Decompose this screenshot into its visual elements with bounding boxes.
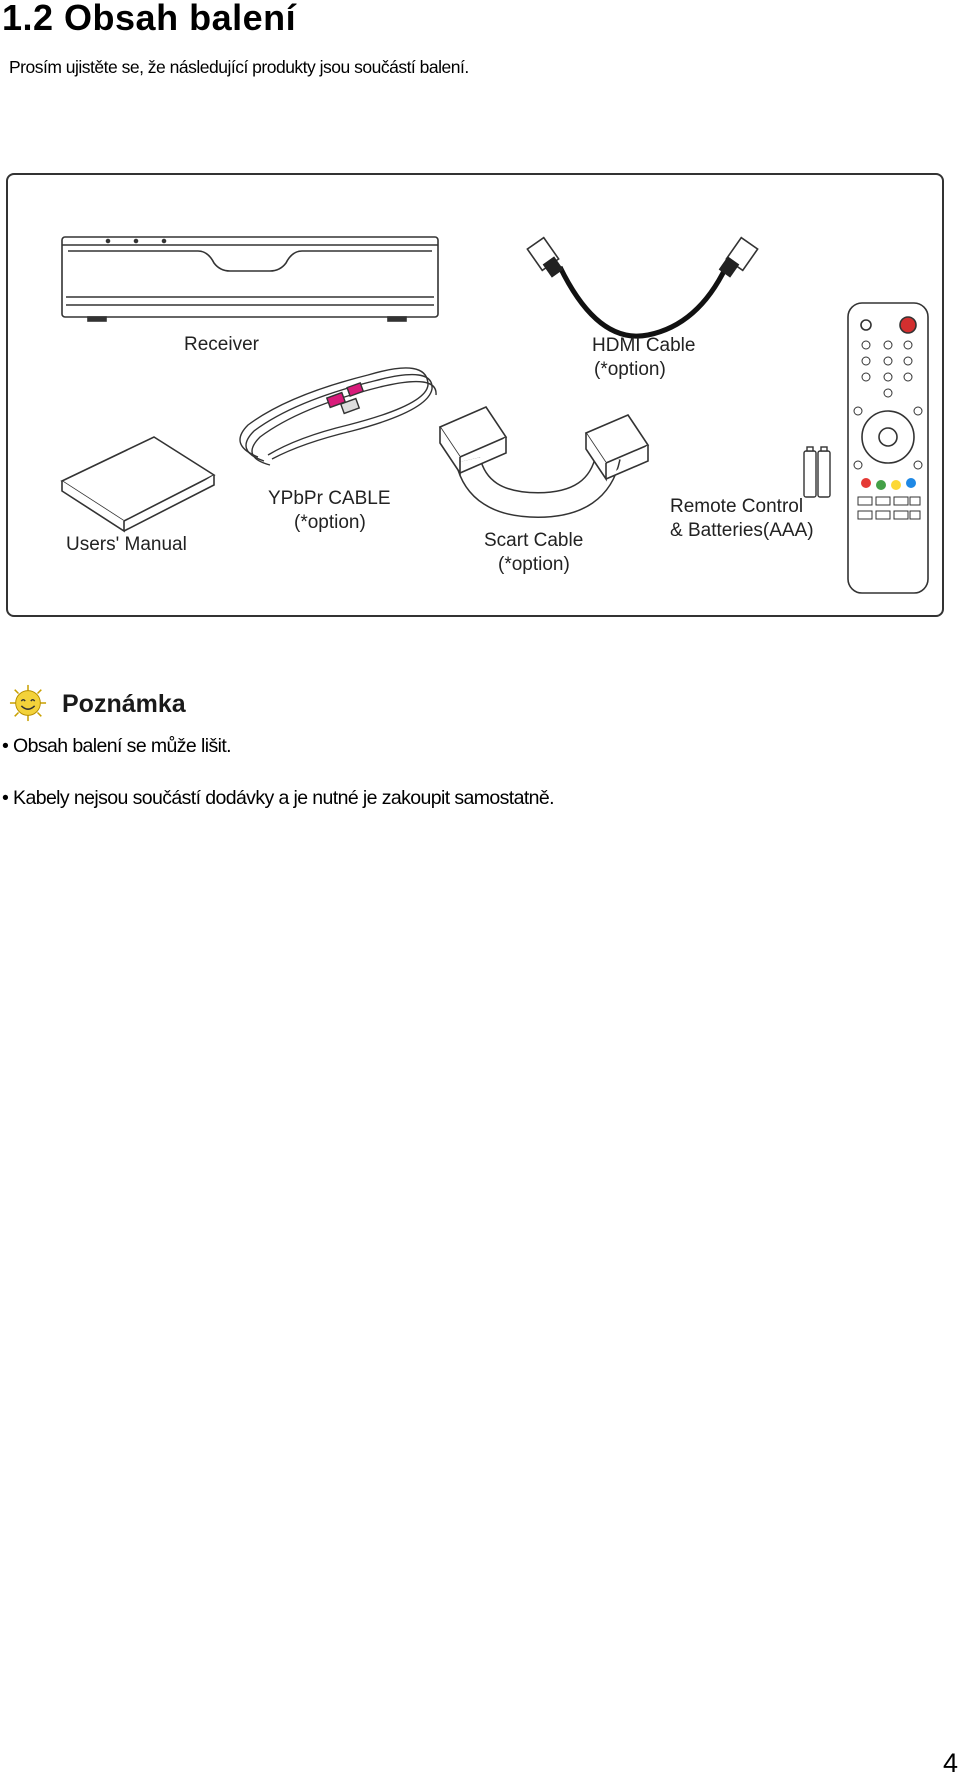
receiver-label: Receiver <box>184 334 259 355</box>
ypbpr-cable-illustration <box>240 368 436 465</box>
note-item: • Obsah balení se může lišit. <box>2 735 231 757</box>
page-number: 4 <box>942 1748 958 1778</box>
remote-control-illustration <box>848 303 928 593</box>
users-manual-label: Users' Manual <box>66 534 187 555</box>
batteries-illustration <box>804 447 830 497</box>
scart-cable-label: Scart Cable <box>484 530 584 551</box>
scart-cable-illustration <box>440 407 648 505</box>
intro-text: Prosím ujistěte se, že následující produkty jsou součástí balení. <box>9 57 469 77</box>
ypbpr-cable-option: (*option) <box>294 512 366 533</box>
receiver-illustration <box>62 237 438 321</box>
hdmi-cable-illustration <box>527 238 757 337</box>
remote-control-label: Remote Control <box>670 496 804 517</box>
sun-smiley-icon <box>9 684 47 722</box>
note-title: Poznámka <box>62 690 186 718</box>
ypbpr-cable-label: YPbPr CABLE <box>268 488 391 509</box>
hdmi-cable-label: HDMI Cable <box>592 335 696 356</box>
section-heading: 1.2 Obsah balení <box>2 0 297 38</box>
users-manual-illustration <box>62 437 214 531</box>
note-item: • Kabely nejsou součástí dodávky a je nutné je zakoupit samostatně. <box>2 787 554 809</box>
hdmi-cable-option: (*option) <box>594 359 666 380</box>
package-contents-figure <box>6 173 944 617</box>
batteries-label: & Batteries(AAA) <box>670 520 814 541</box>
scart-cable-option: (*option) <box>498 554 570 575</box>
